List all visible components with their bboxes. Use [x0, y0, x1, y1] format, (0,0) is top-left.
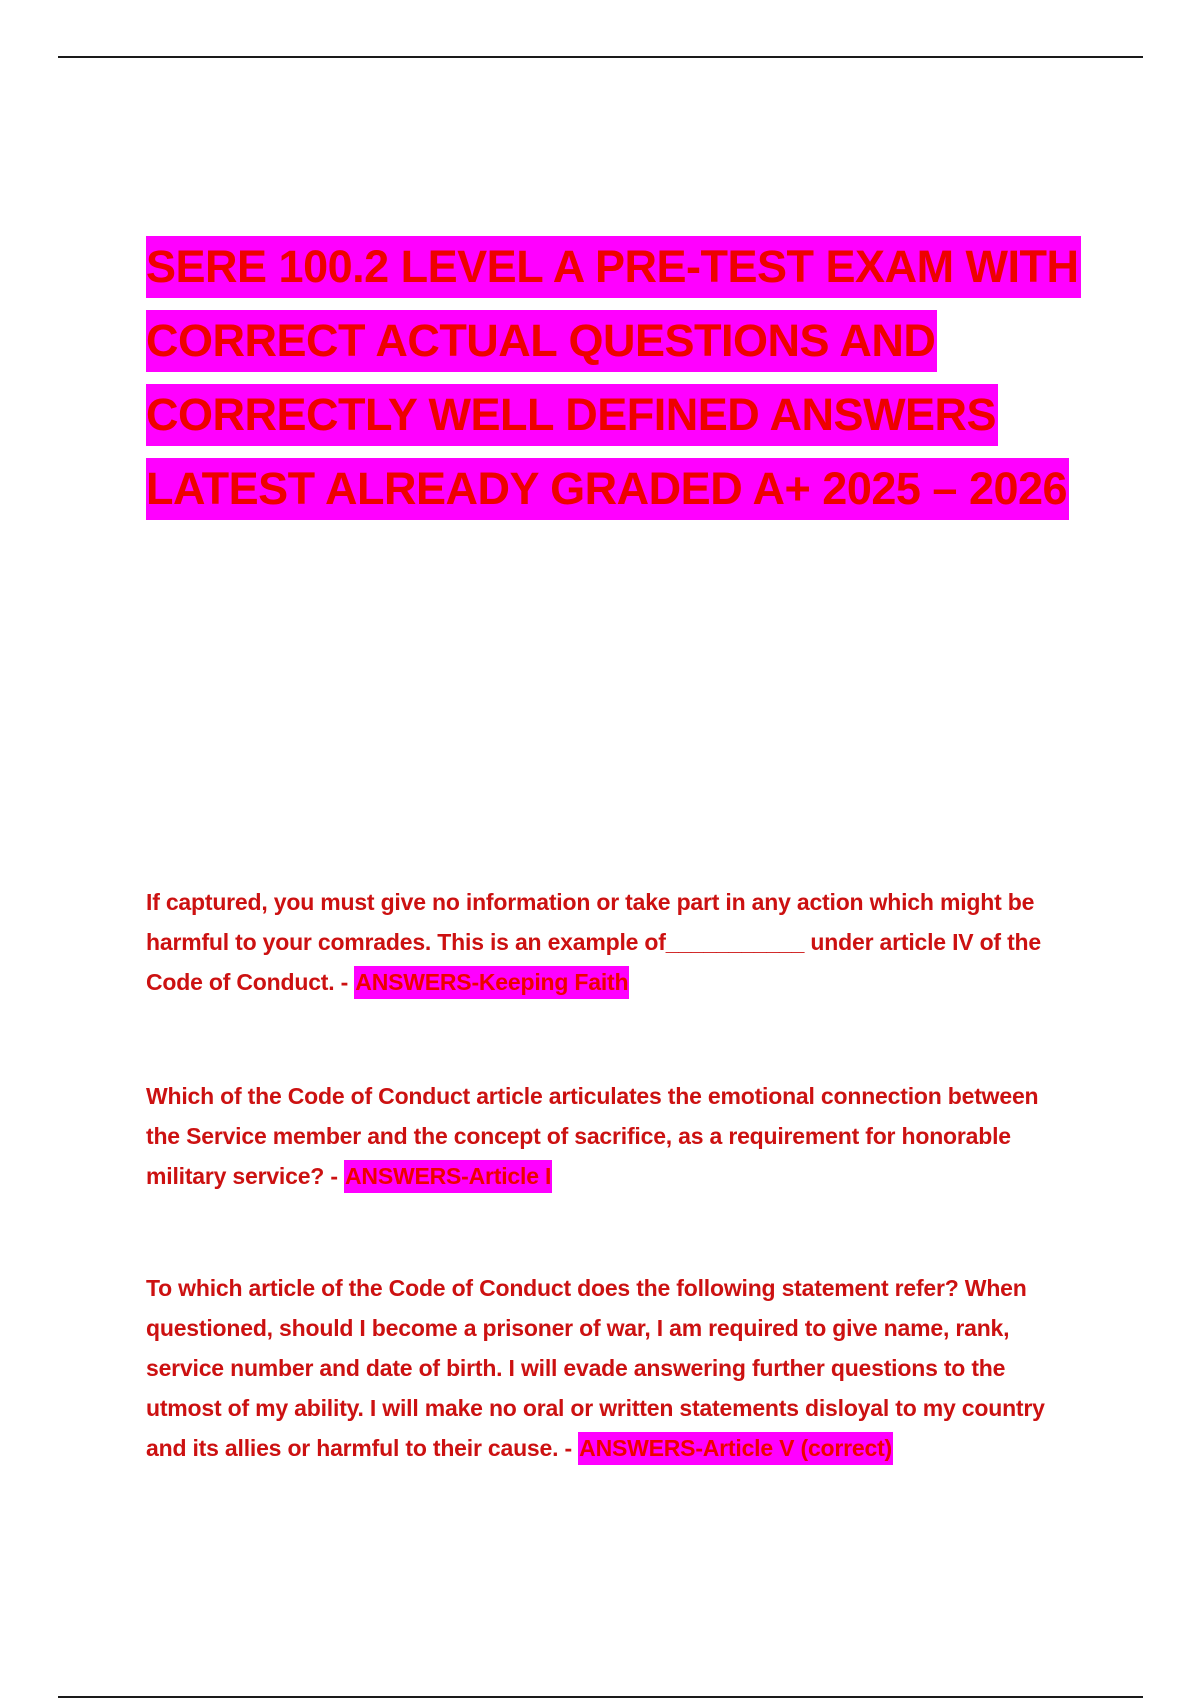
title-line-3: CORRECTLY WELL DEFINED ANSWERS — [146, 384, 998, 446]
bottom-rule — [58, 1696, 1143, 1698]
title-line-1: SERE 100.2 LEVEL A PRE-TEST EXAM WITH — [146, 236, 1081, 298]
question-2-answer: ANSWERS-Article I — [344, 1160, 552, 1193]
question-2 — [146, 1076, 1046, 1196]
document-title — [146, 236, 1106, 532]
question-3-text: To which article of the Code of Conduct does the following statement refer? When questioned, should I become a prisoner of war, I am required to give name, rank, service number and date of birth. I will evade answering further questions to the utmost of my ability. I will make no oral or written statements disloyal to my country and its allies or harmful to their cause. - — [146, 1275, 1045, 1461]
top-rule — [58, 56, 1143, 58]
question-1-answer: ANSWERS-Keeping Faith — [354, 966, 629, 999]
question-3-answer: ANSWERS-Article V (correct) — [578, 1432, 893, 1465]
question-2-text: Which of the Code of Conduct article articulates the emotional connection between the Service member and the concept of sacrifice, as a requirement for honorable military service? - — [146, 1083, 1039, 1189]
title-line-4: LATEST ALREADY GRADED A+ 2025 – 2026 — [146, 458, 1069, 520]
title-line-2: CORRECT ACTUAL QUESTIONS AND — [146, 310, 937, 372]
question-3 — [146, 1268, 1046, 1468]
question-1-text: If captured, you must give no information or take part in any action which might be harmful to your comrades. This is an example of___________ under article IV of the Code of Conduct. - — [146, 889, 1041, 995]
question-1 — [146, 882, 1046, 1002]
